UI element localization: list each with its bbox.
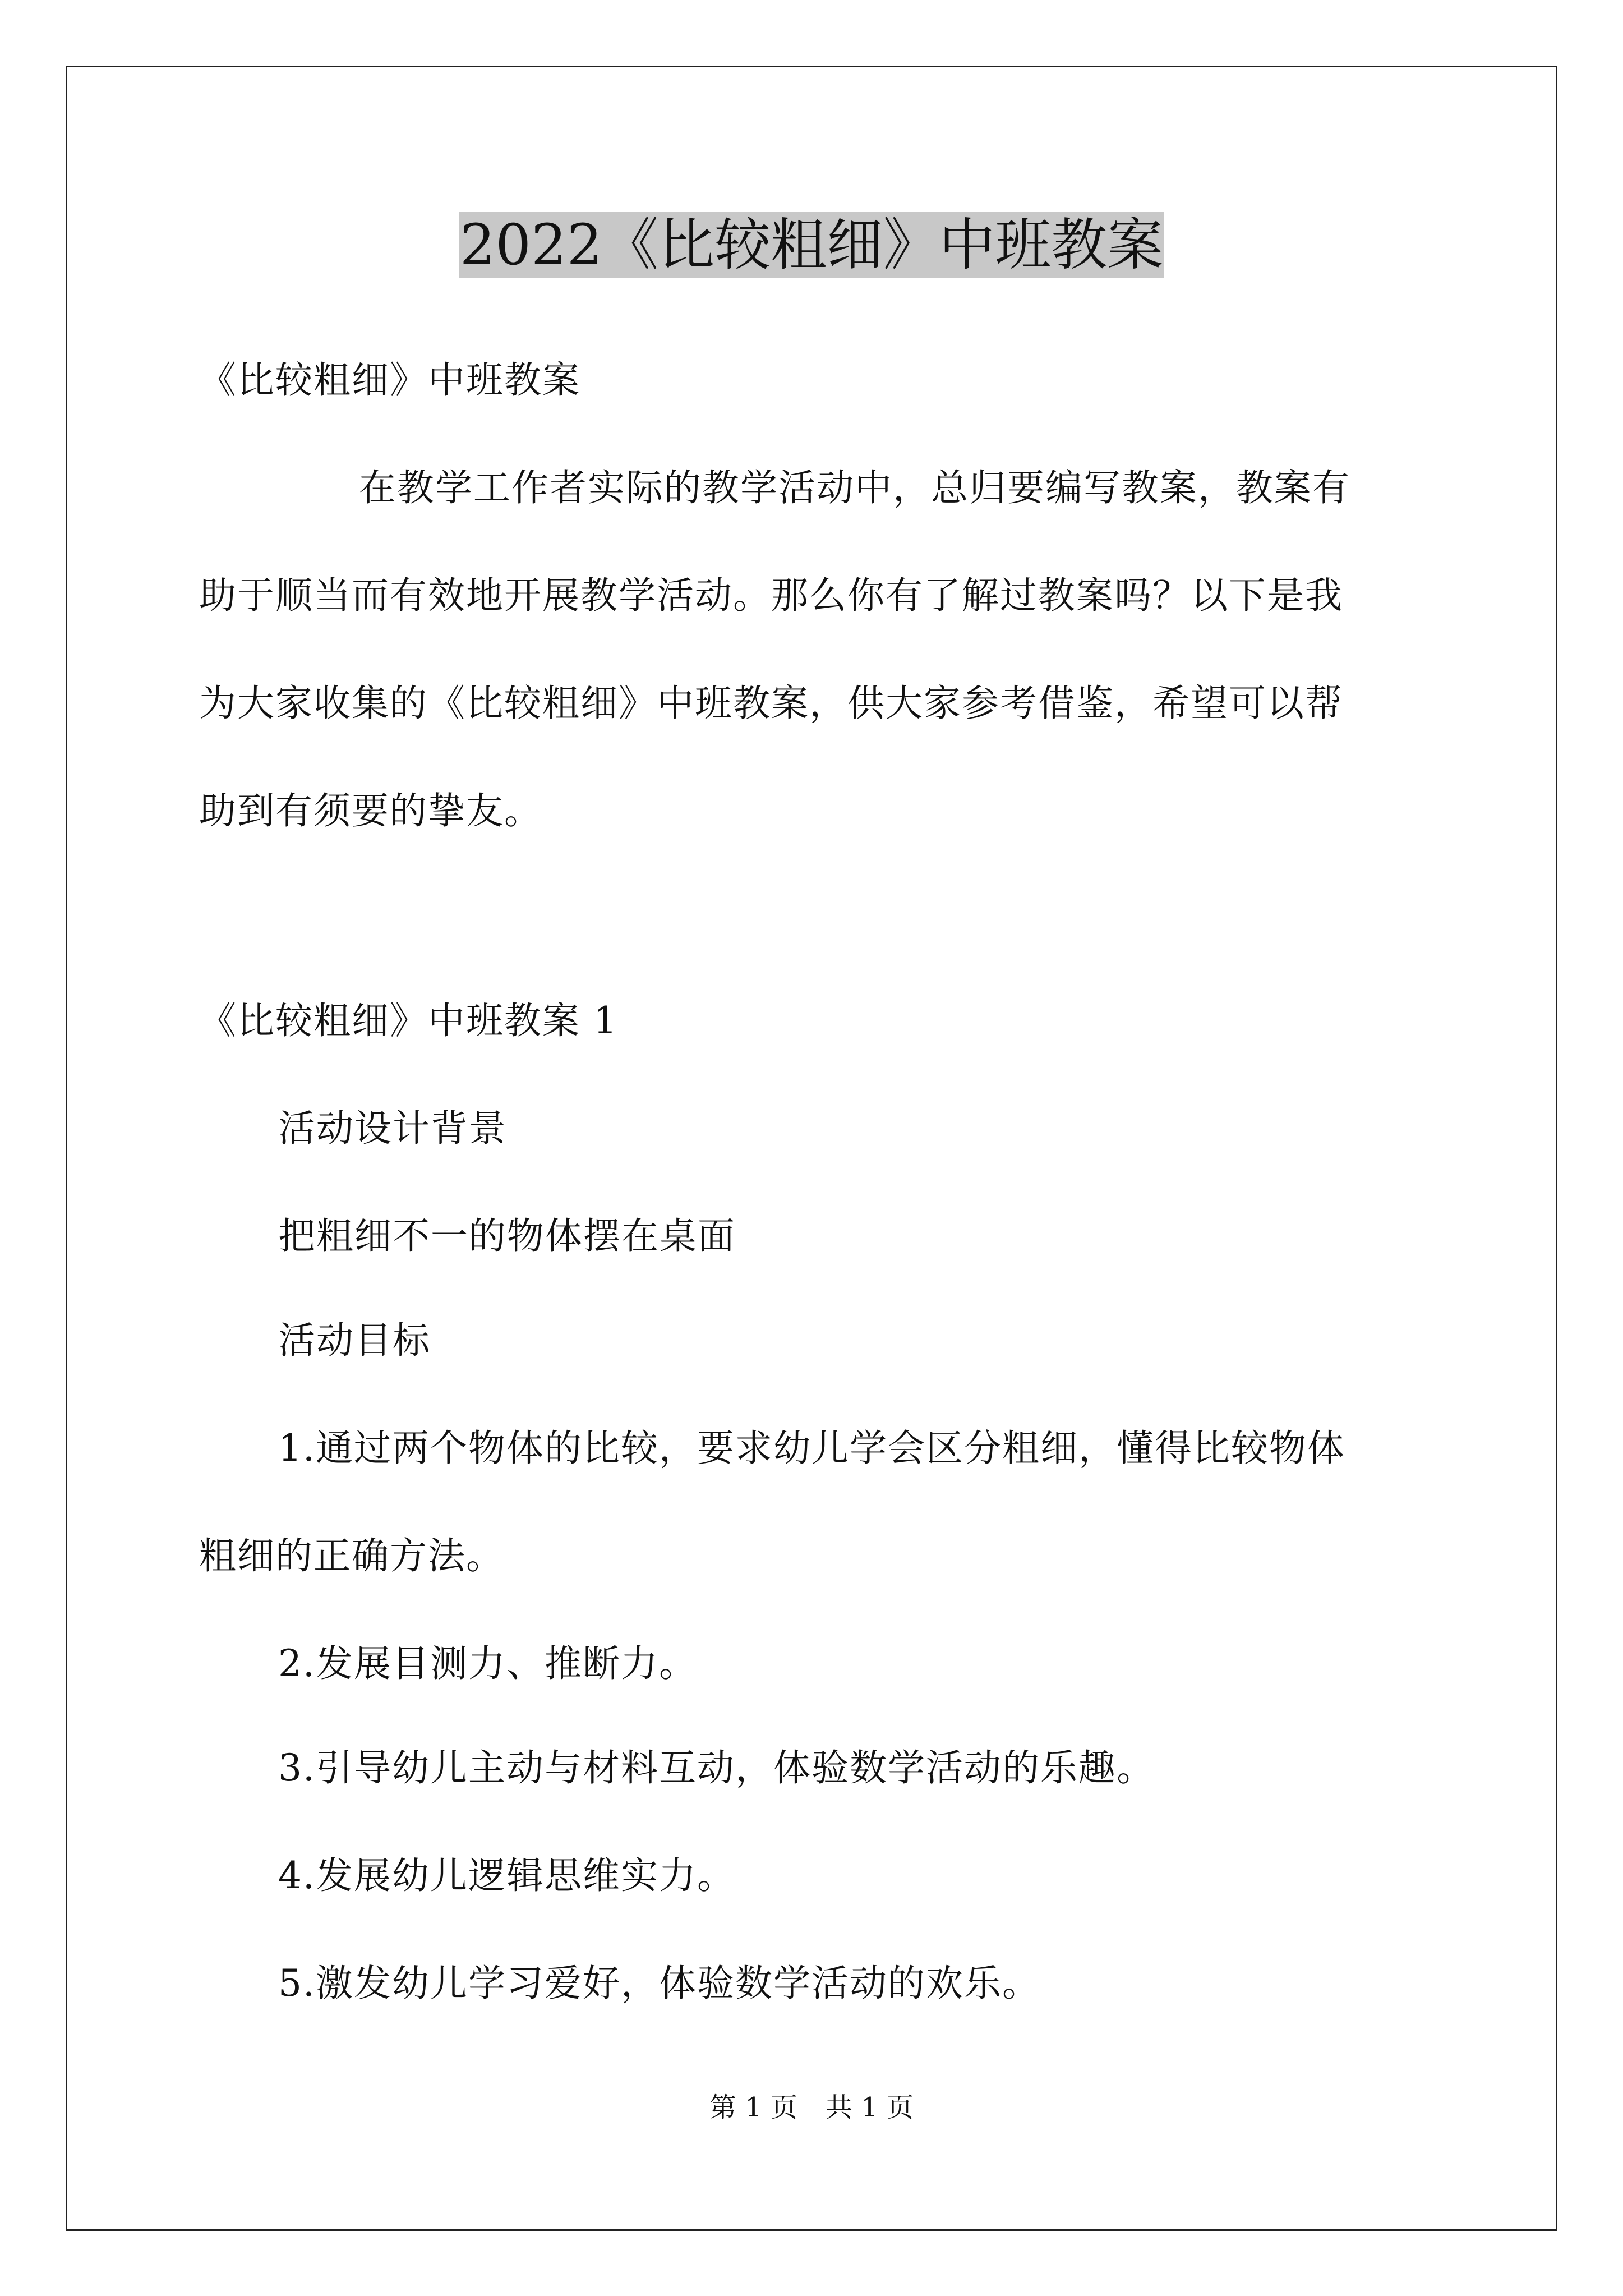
goal-4: 4.发展幼儿逻辑思维实力。 bbox=[278, 1854, 735, 1897]
background-heading: 活动设计背景 bbox=[278, 1107, 507, 1150]
section-heading: 《比较粗细》中班教案 1 bbox=[199, 999, 618, 1042]
background-text: 把粗细不一的物体摆在桌面 bbox=[278, 1214, 736, 1258]
document-subtitle: 《比较粗细》中班教案 bbox=[199, 358, 580, 402]
goal-3: 3.引导幼儿主动与材料互动，体验数学活动的乐趣。 bbox=[278, 1746, 1155, 1789]
intro-line-2: 助于顺当而有效地开展教学活动。那么你有了解过教案吗？以下是我 bbox=[199, 574, 1343, 617]
page-total: 共 1 页 bbox=[826, 2092, 914, 2123]
document-title: 2022《比较粗细》中班教案 bbox=[459, 212, 1164, 278]
goal-5: 5.激发幼儿学习爱好，体验数学活动的欢乐。 bbox=[278, 1962, 1040, 2005]
goals-heading: 活动目标 bbox=[278, 1319, 431, 1362]
goal-2: 2.发展目测力、推断力。 bbox=[278, 1642, 697, 1685]
page-footer bbox=[0, 2088, 1623, 2127]
goal-1-line-1: 1.通过两个物体的比较，要求幼儿学会区分粗细，懂得比较物体 bbox=[278, 1427, 1345, 1470]
intro-line-3: 为大家收集的《比较粗细》中班教案，供大家参考借鉴，希望可以帮 bbox=[199, 682, 1343, 725]
intro-line-4: 助到有须要的挚友。 bbox=[199, 789, 542, 832]
intro-line-1: 在教学工作者实际的教学活动中，总归要编写教案，教案有 bbox=[359, 466, 1350, 509]
goal-1-line-2: 粗细的正确方法。 bbox=[199, 1534, 504, 1577]
page-number: 第 1 页 bbox=[709, 2092, 797, 2123]
